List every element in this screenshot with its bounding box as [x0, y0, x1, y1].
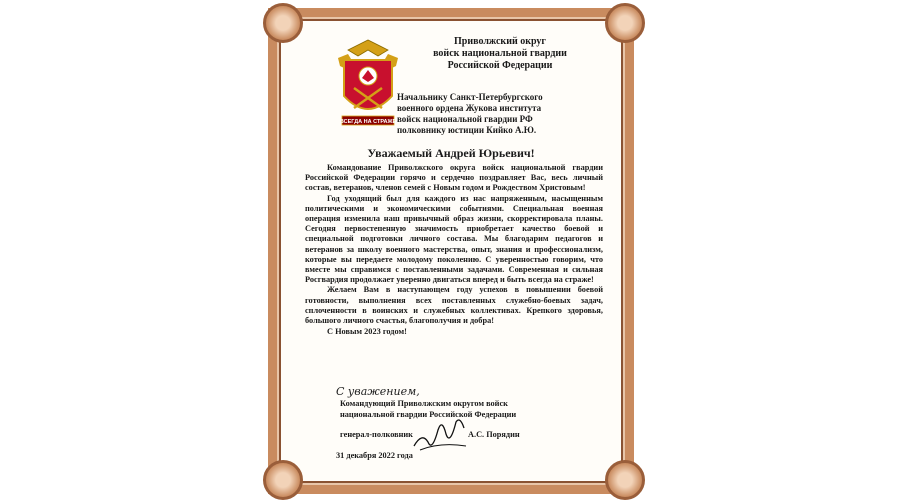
rosgvardia-emblem-icon	[334, 36, 402, 132]
frame-corner-ornament	[605, 3, 645, 43]
frame-corner-ornament	[263, 3, 303, 43]
recipient-line: военного ордена Жукова института	[397, 103, 542, 113]
closing-handwritten: С уважением,	[336, 385, 420, 398]
letter-date: 31 декабря 2022 года	[336, 451, 413, 460]
body-paragraph: Желаем Вам в наступающем году успехов в повышении боевой готовности, выполнения всех поставленных служебно-боевых задач, сплоченности в воинских и служебных коллективах. Крепкого здоровья, большого личного счастья, благополучия и добра!	[305, 285, 603, 326]
recipient-block	[397, 92, 607, 136]
recipient-line: войск национальной гвардии РФ	[397, 114, 533, 124]
body-paragraph: С Новым 2023 годом!	[327, 327, 407, 337]
header-line: Российской Федерации	[447, 60, 553, 71]
recipient-line: Начальнику Санкт-Петербургского	[397, 92, 543, 102]
body-paragraph: Командование Приволжского округа войск национальной гвардии Российской Федерации горячо и сердечно поздравляет Вас, весь личный состав, ветеранов, членов семей с Новым годом и Рождеством Христовым!	[305, 163, 603, 193]
sender-header	[420, 36, 580, 72]
signatory-title-line: национальной гвардии Российской Федерации	[340, 409, 517, 419]
signatory-name: А.С. Порядин	[468, 430, 520, 439]
frame-corner-ornament	[605, 460, 645, 500]
recipient-line: полковнику юстиции Кийко А.Ю.	[397, 125, 537, 135]
header-line: Приволжский округ	[454, 36, 546, 47]
signatory-title-line: Командующий Приволжским округом войск	[340, 399, 508, 408]
handwritten-signature-icon	[410, 412, 470, 454]
header-line: войск национальной гвардии	[433, 48, 567, 59]
signatory-rank: генерал-полковник	[340, 430, 413, 439]
letter-body	[305, 163, 603, 337]
frame-corner-ornament	[263, 460, 303, 500]
body-paragraph: Год уходящий был для каждого из нас напряженным, насыщенным политическими и экономическими событиями. Специальная военная операция изменила наш привычный образ жизни, скорректировала планы. Сегодня первостепенную значимость приобретает качество боевой и специальной подготовки личного состава. Мы благодарим педагогов и ветеранов за школу военного мастерства, опыт, знания и профессионализм, которые вы передаете молодому поколению. С уверенностью говорим, что вместе мы справимся с поставленными задачами. Современная и сильная Росгвардия продолжает уверенно двигаться вперед и быть всегда на страже!	[305, 193, 603, 285]
greeting: Уважаемый Андрей Юрьевич!	[367, 146, 535, 160]
emblem-motto: ВСЕГДА НА СТРАЖЕ	[339, 119, 397, 125]
